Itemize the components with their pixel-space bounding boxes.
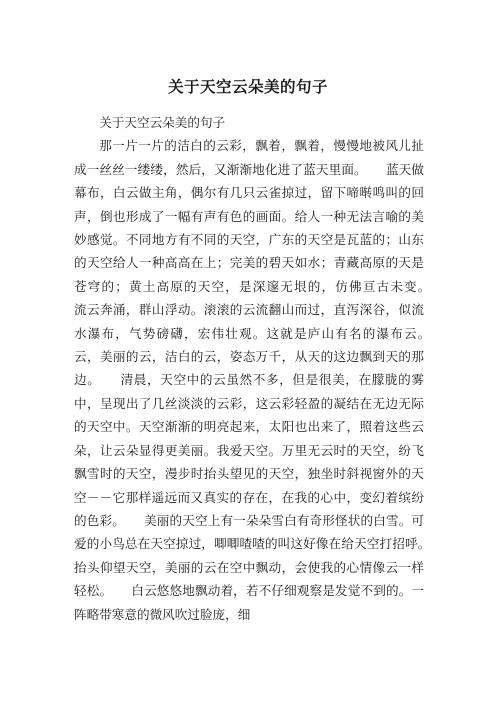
document-title: 关于天空云朵美的句子	[167, 78, 328, 96]
document-body	[74, 111, 450, 626]
document-subtitle: 关于天空云朵美的句子	[99, 115, 226, 130]
document-paragraph: 那一片一片的洁白的云彩，飘着，飘着，慢慢地被风儿扯成一丝丝一缕缕，然后，又渐渐地化进了蓝天里面。 蓝天做幕布，白云做主角，偶尔有几只云雀掠过，留下啼啭鸣叫的回声，倒也形成了一幅有声有色的画面。给人一种无法言喻的美妙感觉。不同地方有不同的天空，广东的天空是瓦蓝的；山东的天空给人一种高高在上；完美的碧天如水；青藏高原的天是苍穹的；黄土高原的天空，是深邃无垠的，仿佛亘古未变。 流云奔涌，群山浮动。滚滚的云流翻山而过，直泻深谷，似流水瀑布，气势磅礴，宏伟壮观。这就是庐山有名的瀑布云。 云，美丽的云，洁白的云，姿态万千，从天的这边飘到天的那边。 清晨，天空中的云虽然不多，但是很美，在朦胧的雾中，呈现出了几丝淡淡的云彩，这云彩轻盈的凝结在无边无际的天空中。天空渐渐的明亮起来，太阳也出来了，照着这些云朵，让云朵显得更美丽。我爱天空。万里无云时的天空，纷飞飘雪时的天空，漫步时抬头望见的天空，独坐时斜视窗外的天空－－它那样遥远而又真实的存在，在我的心中，变幻着缤纷的色彩。 美丽的天空上有一朵朵雪白有奇形怪状的白雪。可爱的小鸟总在天空掠过，唧唧喳喳的叫这好像在给天空打招呼。 抬头仰望天空，美丽的云在空中飘动，会使我的心情像云一样轻松。 白云悠悠地飘动着，若不仔细观察是发觉不到的。一阵略带寒意的微风吹过脸庞，细	[74, 138, 450, 622]
